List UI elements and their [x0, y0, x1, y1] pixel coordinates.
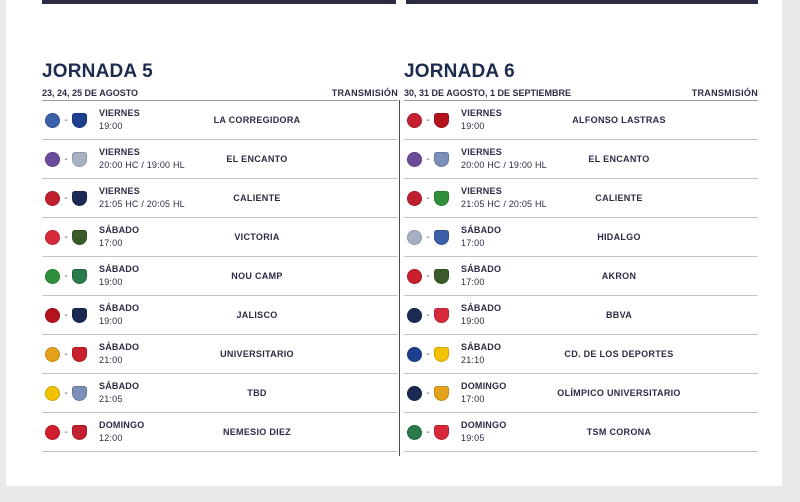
chivas-crest-icon	[407, 269, 422, 284]
jornada-header-row	[42, 86, 398, 101]
match-day: SÁBADO	[99, 342, 140, 352]
juarez-crest-icon	[434, 269, 449, 284]
match-time: 19:00	[99, 121, 123, 131]
match-time: 17:00	[461, 394, 485, 404]
match-venue: ALFONSO LASTRAS	[572, 115, 666, 125]
versus-dash: -	[64, 153, 68, 165]
match-crests	[45, 191, 97, 206]
pumas-crest-icon	[407, 386, 422, 401]
match-venue: JALISCO	[236, 310, 278, 320]
versus-dash: -	[64, 114, 68, 126]
jornada-title: JORNADA 5	[42, 61, 153, 82]
match-venue: UNIVERSITARIO	[220, 349, 294, 359]
versus-dash: -	[64, 426, 68, 438]
transmision-label: TRANSMISIÓN	[331, 88, 398, 98]
match-crests	[407, 308, 459, 323]
versus-dash: -	[426, 192, 430, 204]
america-crest-icon	[434, 347, 449, 362]
match-time: 19:00	[461, 316, 485, 326]
versus-dash: -	[426, 309, 430, 321]
leon-crest-icon	[45, 269, 60, 284]
match-row	[404, 140, 758, 179]
versus-dash: -	[426, 231, 430, 243]
cruz-azul-crest-icon	[72, 113, 87, 128]
match-day: VIERNES	[99, 186, 140, 196]
match-day: VIERNES	[99, 147, 140, 157]
match-time: 19:00	[461, 121, 485, 131]
match-day: SÁBADO	[99, 381, 140, 391]
match-crests	[45, 308, 97, 323]
jornada-dates: 30, 31 DE AGOSTO, 1 DE SEPTIEMBRE	[404, 88, 572, 98]
match-venue: NEMESIO DIEZ	[222, 427, 292, 437]
match-row	[42, 374, 398, 413]
match-venue: LA CORREGIDORA	[213, 115, 301, 125]
santos-crest-icon	[407, 425, 422, 440]
match-time: 19:00	[99, 277, 123, 287]
match-row	[42, 413, 398, 452]
pumas-crest-icon	[72, 308, 87, 323]
match-venue: HIDALGO	[597, 232, 641, 242]
santos-crest-icon	[72, 269, 87, 284]
match-venue: CD. DE LOS DEPORTES	[564, 349, 674, 359]
match-crests	[45, 230, 97, 245]
match-time: 17:00	[461, 277, 485, 287]
match-row	[404, 179, 758, 218]
match-crests	[407, 230, 459, 245]
match-venue: CALIENTE	[595, 193, 643, 203]
match-venue: VICTORIA	[234, 232, 280, 242]
match-day: SÁBADO	[461, 225, 502, 235]
match-day: VIERNES	[461, 147, 502, 157]
necaxa-crest-icon	[45, 230, 60, 245]
atlas-crest-icon	[45, 308, 60, 323]
match-time: 12:00	[99, 433, 123, 443]
match-venue: TBD	[247, 388, 267, 398]
top-rule-left	[42, 0, 396, 4]
match-time: 21:10	[461, 355, 485, 365]
match-time: 21:00	[99, 355, 123, 365]
versus-dash: -	[64, 387, 68, 399]
jornada-6-column	[404, 60, 758, 452]
match-time: 21:05 HC / 20:05 HL	[99, 199, 185, 209]
match-time: 17:00	[99, 238, 123, 248]
versus-dash: -	[426, 270, 430, 282]
match-time: 19:00	[99, 316, 123, 326]
necaxa-crest-icon	[434, 425, 449, 440]
match-venue: EL ENCANTO	[226, 154, 288, 164]
match-day: SÁBADO	[461, 264, 502, 274]
match-row	[404, 335, 758, 374]
match-day: SÁBADO	[461, 303, 502, 313]
versus-dash: -	[426, 426, 430, 438]
tigres-crest-icon	[45, 347, 60, 362]
match-crests	[407, 269, 459, 284]
match-crests	[45, 347, 97, 362]
versus-dash: -	[426, 348, 430, 360]
versus-dash: -	[426, 153, 430, 165]
match-venue: OLÍMPICO UNIVERSITARIO	[557, 388, 681, 398]
pachuca-crest-icon	[72, 152, 87, 167]
match-time: 21:05	[99, 394, 123, 404]
match-crests	[45, 113, 97, 128]
match-time: 20:00 HC / 19:00 HL	[461, 160, 547, 170]
tigres-crest-icon	[434, 386, 449, 401]
versus-dash: -	[426, 114, 430, 126]
match-crests	[407, 113, 459, 128]
leon-crest-icon	[434, 191, 449, 206]
transmision-label: TRANSMISIÓN	[691, 88, 758, 98]
queretaro-crest-icon	[45, 113, 60, 128]
versus-dash: -	[64, 270, 68, 282]
match-row	[42, 296, 398, 335]
match-row	[404, 257, 758, 296]
match-row	[404, 296, 758, 335]
match-row	[404, 101, 758, 140]
tijuana-crest-icon	[45, 191, 60, 206]
match-row	[404, 413, 758, 452]
match-crests	[45, 269, 97, 284]
match-crests	[45, 425, 97, 440]
match-day: SÁBADO	[99, 303, 140, 313]
match-day: VIERNES	[461, 186, 502, 196]
match-day: SÁBADO	[99, 225, 140, 235]
match-row	[42, 257, 398, 296]
jornada-title: JORNADA 6	[404, 61, 515, 82]
match-crests	[407, 152, 459, 167]
pachuca-crest-icon	[407, 230, 422, 245]
match-row	[42, 140, 398, 179]
match-time: 17:00	[461, 238, 485, 248]
schedule-page	[6, 0, 782, 486]
match-crests	[407, 386, 459, 401]
match-crests	[407, 191, 459, 206]
jornada-5-column	[42, 60, 398, 452]
match-day: DOMINGO	[461, 420, 507, 430]
match-crests	[407, 347, 459, 362]
mazatlan-crest-icon	[407, 152, 422, 167]
top-rule-right	[406, 0, 758, 4]
match-crests	[45, 386, 97, 401]
match-day: SÁBADO	[461, 342, 502, 352]
match-venue: EL ENCANTO	[588, 154, 650, 164]
versus-dash: -	[64, 348, 68, 360]
queretaro-crest-icon	[434, 230, 449, 245]
san-luis-crest-icon	[72, 425, 87, 440]
match-list	[42, 101, 398, 452]
match-time: 19:05	[461, 433, 485, 443]
cruz-azul-crest-icon	[407, 347, 422, 362]
match-day: DOMINGO	[99, 420, 145, 430]
match-time: 20:00 HC / 19:00 HL	[99, 160, 185, 170]
match-row	[42, 101, 398, 140]
match-day: SÁBADO	[99, 264, 140, 274]
match-row	[42, 335, 398, 374]
monterrey-crest-icon	[407, 308, 422, 323]
match-row	[42, 218, 398, 257]
versus-dash: -	[64, 192, 68, 204]
match-row	[42, 179, 398, 218]
atlas-crest-icon	[434, 113, 449, 128]
monterrey-crest-icon	[72, 191, 87, 206]
match-venue: TSM CORONA	[586, 427, 652, 437]
match-row	[404, 218, 758, 257]
tijuana-crest-icon	[407, 191, 422, 206]
jornada-dates: 23, 24, 25 DE AGOSTO	[42, 88, 139, 98]
match-day: VIERNES	[99, 108, 140, 118]
match-venue: AKRON	[601, 271, 637, 281]
necaxa-crest-icon	[434, 308, 449, 323]
chivas-crest-icon	[72, 347, 87, 362]
match-day: DOMINGO	[461, 381, 507, 391]
match-list	[404, 101, 758, 452]
america-crest-icon	[45, 386, 60, 401]
match-row	[404, 374, 758, 413]
toluca-crest-icon	[45, 425, 60, 440]
juarez-crest-icon	[72, 230, 87, 245]
match-crests	[45, 152, 97, 167]
versus-dash: -	[426, 387, 430, 399]
jornada-header-row	[404, 86, 758, 101]
mazatlan-crest-icon	[45, 152, 60, 167]
match-venue: CALIENTE	[233, 193, 281, 203]
match-crests	[407, 425, 459, 440]
versus-dash: -	[64, 309, 68, 321]
match-day: VIERNES	[461, 108, 502, 118]
match-venue: NOU CAMP	[231, 271, 283, 281]
versus-dash: -	[64, 231, 68, 243]
match-time: 21:05 HC / 20:05 HL	[461, 199, 547, 209]
san-luis-crest-icon	[407, 113, 422, 128]
puebla-crest-icon	[434, 152, 449, 167]
column-divider	[399, 100, 400, 456]
match-venue: BBVA	[605, 310, 633, 320]
puebla-crest-icon	[72, 386, 87, 401]
